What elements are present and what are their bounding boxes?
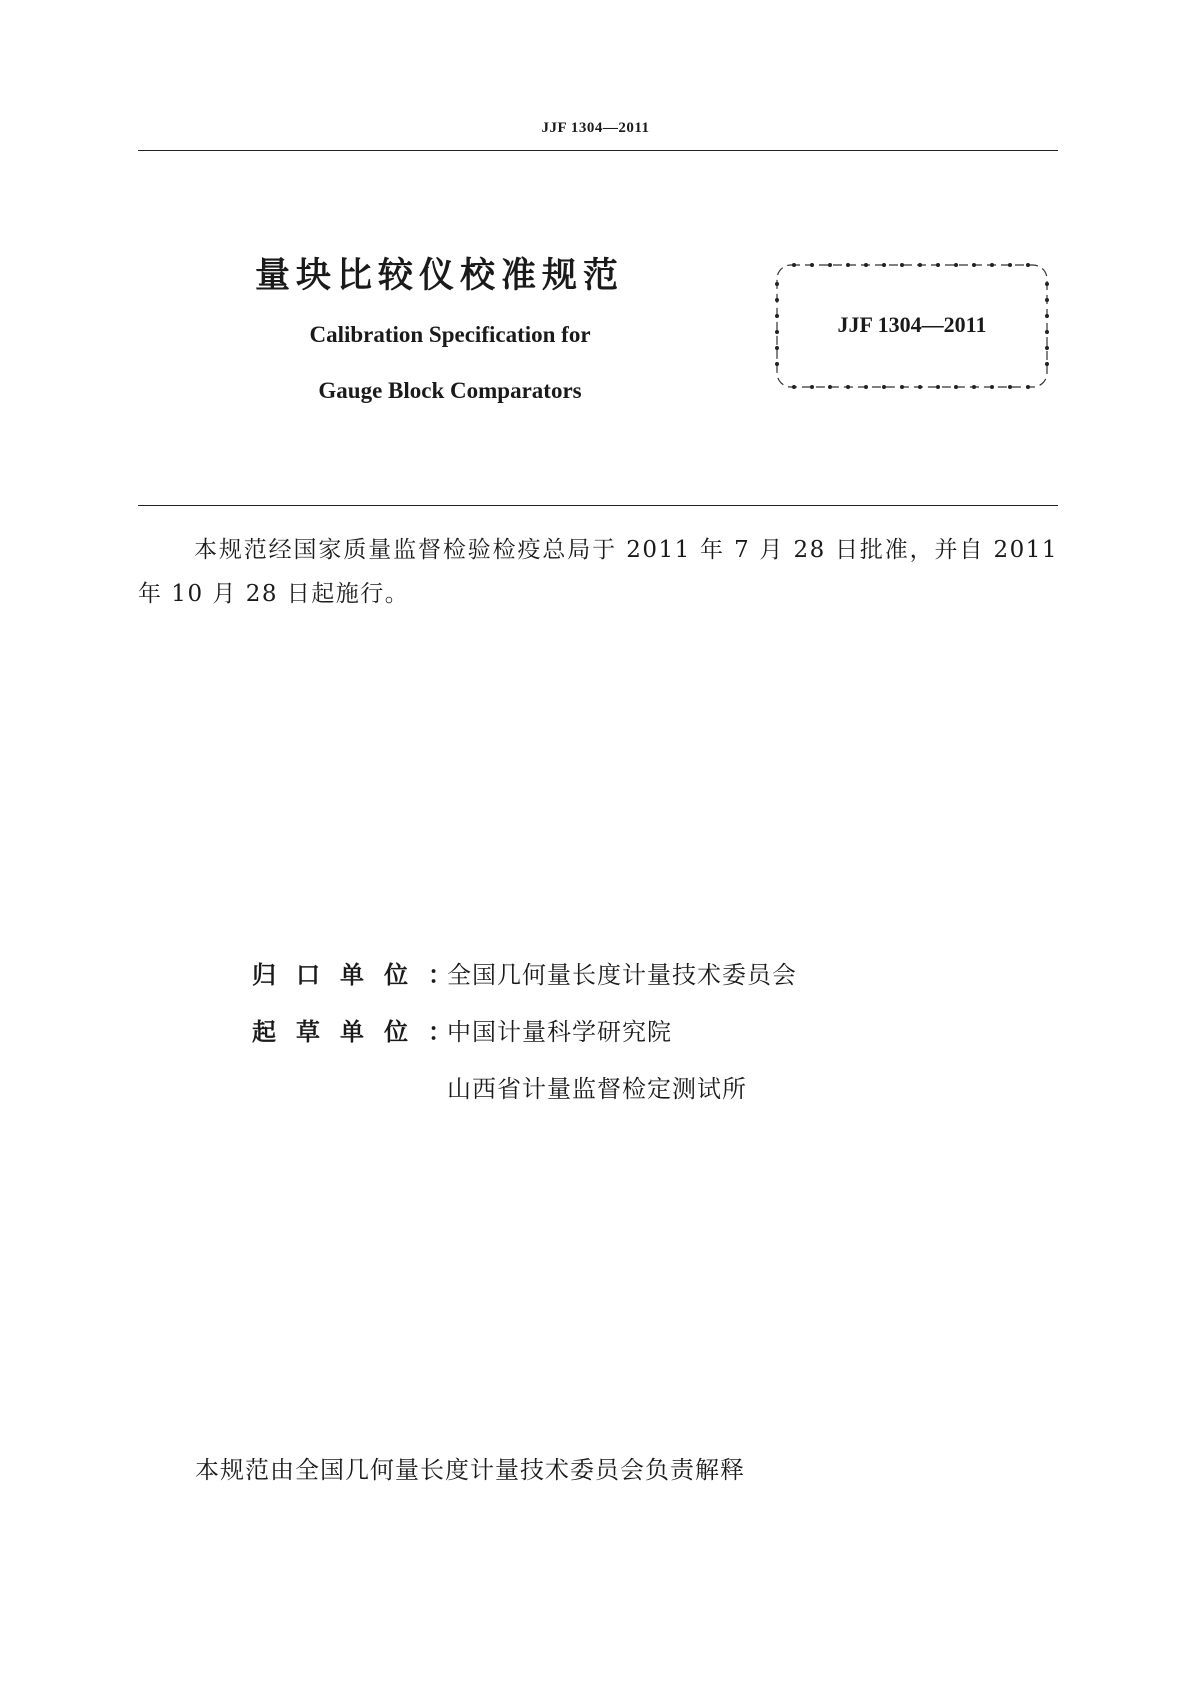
drafting-unit-label-text: 起草单位 [252,1018,428,1046]
stamp-border-dot [864,263,868,267]
stamp-border-dot [864,385,868,389]
stamp-border-dot [882,385,886,389]
stamp-border-dot [972,263,976,267]
stamp-border-dot [846,385,850,389]
responsible-unit-value: 全国几何量长度计量技术委员会 [447,961,797,989]
stamp-border-dot [882,263,886,267]
stamp-border-dot [900,385,904,389]
stamp-border-dot [918,385,922,389]
stamp-border-dot [900,263,904,267]
stamp-border-dot [1026,263,1030,267]
stamp-border-dot [1045,298,1049,302]
approval-statement: 本规范经国家质量监督检验检疫总局于 2011 年 7 月 28 日批准，并自 2011 年 10 月 28 日起施行。 [138,537,1058,607]
stamp-border-dot [828,385,832,389]
stamp-border-dot [775,282,779,286]
drafting-unit-row [252,1012,672,1047]
header-rule [138,150,1058,151]
stamp-border-dot [775,362,779,366]
interpretation-statement: 本规范由全国几何量长度计量技术委员会负责解释 [195,1456,745,1484]
stamp-border-dot [1045,362,1049,366]
stamp-border-dot [810,385,814,389]
stamp-border-dot [1008,263,1012,267]
stamp-border-dot [1026,385,1030,389]
stamp-border-dot [972,385,976,389]
responsible-unit-label: 归口单位： [252,961,452,989]
stamp-border-dot [936,385,940,389]
stamp-border-dot [990,385,994,389]
drafting-unit-value-1: 中国计量科学研究院 [447,1018,672,1046]
stamp-border-dot [792,263,796,267]
stamp-border-dot [846,263,850,267]
stamp-border-dot [936,263,940,267]
title-chinese: 量块比较仪校准规范 [255,256,625,296]
running-header-code: JJF 1304—2011 [541,120,650,136]
stamp-code: JJF 1304—2011 [837,312,987,337]
stamp-border-dot [828,263,832,267]
stamp-border-dot [810,263,814,267]
stamp-border-dot [918,263,922,267]
stamp-border-dot [954,263,958,267]
stamp-border-dot [1045,282,1049,286]
responsible-unit-label-text: 归口单位 [252,961,428,989]
stamp-border-dot [775,346,779,350]
responsible-unit-row [252,955,797,990]
title-english-line-2: Gauge Block Comparators [318,378,582,403]
title-english-line-1: Calibration Specification for [309,322,591,347]
standard-code-stamp [774,262,1050,390]
stamp-border-dot [990,263,994,267]
section-rule [138,505,1058,506]
drafting-unit-label: 起草单位： [252,1018,452,1046]
stamp-border-dot [792,385,796,389]
stamp-border-dot [1045,346,1049,350]
stamp-border-dot [1008,385,1012,389]
drafting-unit-value-2: 山西省计量监督检定测试所 [447,1075,747,1103]
stamp-border-dot [775,298,779,302]
stamp-border-dot [954,385,958,389]
